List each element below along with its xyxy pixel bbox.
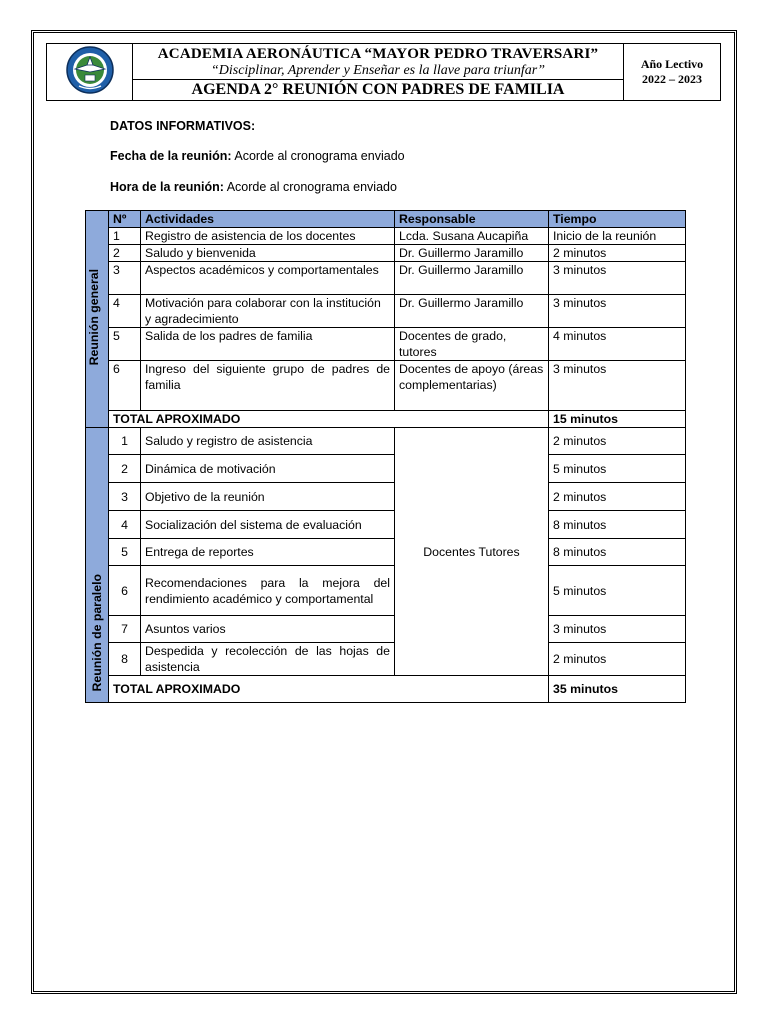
- row-responsible: Dr. Guillermo Jaramillo: [395, 295, 549, 328]
- row-time: 3 minutos: [549, 262, 686, 295]
- row-time: 3 minutos: [549, 361, 686, 411]
- row-activity: Asuntos varios: [141, 616, 395, 643]
- col-header-responsible: Responsable: [395, 211, 549, 228]
- table-row: [86, 428, 686, 455]
- school-year-label: Año Lectivo: [640, 57, 704, 71]
- row-activity: Objetivo de la reunión: [141, 483, 395, 511]
- section-paralelo-label: Reunión de paralelo: [90, 574, 104, 692]
- row-time: 2 minutos: [549, 643, 686, 676]
- row-responsible: Docentes de grado, tutores: [395, 328, 549, 361]
- info-time-value: Acorde al cronograma enviado: [226, 180, 397, 194]
- table-row: [86, 566, 686, 616]
- col-header-number: Nº: [109, 211, 141, 228]
- table-row: [86, 511, 686, 539]
- info-date-value: Acorde al cronograma enviado: [234, 149, 405, 163]
- paralelo-responsible: Docentes Tutores: [395, 428, 549, 676]
- info-time: [110, 180, 397, 194]
- table-row: [86, 245, 686, 262]
- row-activity: Saludo y bienvenida: [141, 245, 395, 262]
- total-row-paralelo: [86, 676, 686, 703]
- table-row: [86, 643, 686, 676]
- row-activity: Despedida y recolección de las hojas de asistencia: [141, 643, 395, 676]
- row-number: 2: [109, 245, 141, 262]
- row-number: 4: [109, 295, 141, 328]
- row-number: 6: [109, 361, 141, 411]
- table-row: [86, 455, 686, 483]
- section-paralelo: [86, 428, 109, 703]
- table-row: [86, 361, 686, 411]
- total-value: 15 minutos: [549, 411, 686, 428]
- info-time-label: Hora de la reunión:: [110, 180, 224, 194]
- row-activity: Registro de asistencia de los docentes: [141, 228, 395, 245]
- row-responsible: Lcda. Susana Aucapiña: [395, 228, 549, 245]
- info-date: [110, 149, 405, 163]
- table-row: [86, 539, 686, 566]
- school-name: ACADEMIA AERONÁUTICA “MAYOR PEDRO TRAVERSARI”: [157, 46, 599, 62]
- row-time: 2 minutos: [549, 483, 686, 511]
- total-row-general: [86, 411, 686, 428]
- row-activity: Aspectos académicos y comportamentales: [141, 262, 395, 295]
- total-label: TOTAL APROXIMADO: [109, 676, 549, 703]
- table-row: [86, 328, 686, 361]
- row-activity: Saludo y registro de asistencia: [141, 428, 395, 455]
- row-responsible: Dr. Guillermo Jaramillo: [395, 245, 549, 262]
- title-cell: [133, 44, 624, 101]
- row-number: 1: [109, 228, 141, 245]
- row-number: 2: [109, 455, 141, 483]
- table-row: [86, 295, 686, 328]
- school-year-value: 2022 – 2023: [642, 72, 702, 86]
- total-value: 35 minutos: [549, 676, 686, 703]
- row-number: 3: [109, 262, 141, 295]
- row-time: 8 minutos: [549, 511, 686, 539]
- table-row: [86, 228, 686, 245]
- info-date-label: Fecha de la reunión:: [110, 149, 232, 163]
- row-activity: Socialización del sistema de evaluación: [141, 511, 395, 539]
- table-row: [86, 262, 686, 295]
- row-activity: Dinámica de motivación: [141, 455, 395, 483]
- row-time: Inicio de la reunión: [549, 228, 686, 245]
- row-number: 5: [109, 539, 141, 566]
- school-year: [624, 44, 721, 101]
- document-header: [46, 43, 721, 101]
- row-number: 8: [109, 643, 141, 676]
- row-responsible: Docentes de apoyo (áreas complementarias): [395, 361, 549, 411]
- col-header-activities: Actividades: [141, 211, 395, 228]
- row-time: 2 minutos: [549, 245, 686, 262]
- row-activity: Motivación para colaborar con la institución y agradecimiento: [141, 295, 395, 328]
- section-general-label: Reunión general: [87, 268, 101, 366]
- row-number: 7: [109, 616, 141, 643]
- logo-cell: [47, 44, 133, 101]
- row-activity: Ingreso del siguiente grupo de padres de familia: [141, 361, 395, 411]
- row-responsible: Dr. Guillermo Jaramillo: [395, 262, 549, 295]
- row-number: 1: [109, 428, 141, 455]
- school-logo-icon: [65, 45, 115, 95]
- row-activity: Entrega de reportes: [141, 539, 395, 566]
- row-time: 2 minutos: [549, 428, 686, 455]
- table-row: [86, 483, 686, 511]
- agenda-table: [85, 210, 686, 703]
- row-time: 5 minutos: [549, 566, 686, 616]
- row-time: 4 minutos: [549, 328, 686, 361]
- row-number: 3: [109, 483, 141, 511]
- row-time: 5 minutos: [549, 455, 686, 483]
- agenda-title: AGENDA 2° REUNIÓN CON PADRES DE FAMILIA: [133, 79, 623, 100]
- row-number: 4: [109, 511, 141, 539]
- total-label: TOTAL APROXIMADO: [109, 411, 549, 428]
- row-number: 6: [109, 566, 141, 616]
- section-general: [86, 211, 109, 428]
- row-activity: Salida de los padres de familia: [141, 328, 395, 361]
- info-heading: DATOS INFORMATIVOS:: [110, 119, 256, 133]
- col-header-time: Tiempo: [549, 211, 686, 228]
- table-row: [86, 616, 686, 643]
- row-time: 3 minutos: [549, 295, 686, 328]
- row-time: 8 minutos: [549, 539, 686, 566]
- table-header-row: [86, 211, 686, 228]
- school-motto: “Disciplinar, Aprender y Enseñar es la llave para triunfar”: [210, 63, 546, 78]
- row-activity: Recomendaciones para la mejora del rendimiento académico y comportamental: [141, 566, 395, 616]
- row-time: 3 minutos: [549, 616, 686, 643]
- row-number: 5: [109, 328, 141, 361]
